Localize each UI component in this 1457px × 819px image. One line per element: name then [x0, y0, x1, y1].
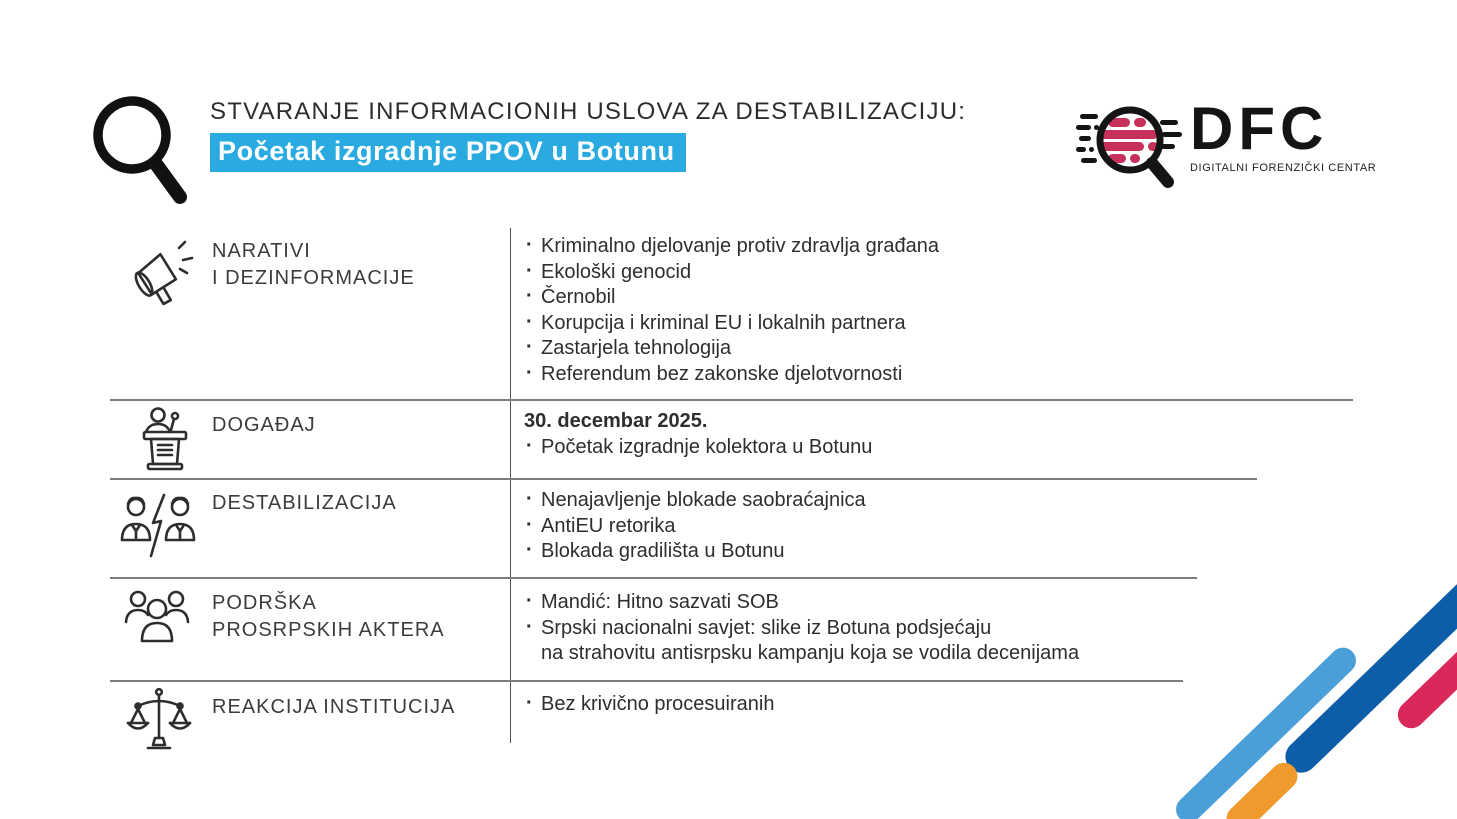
row-label-line: DESTABILIZACIJA: [212, 492, 397, 514]
dfc-acronym: DFC: [1190, 95, 1329, 162]
dfc-caption: DIGITALNI FORENZIČKI CENTAR: [1190, 162, 1377, 174]
list-item: · Nenajavljenje blokade saobraćajnica: [524, 488, 1224, 514]
conflict-icon: [120, 492, 196, 562]
bullet-list: [524, 590, 1224, 667]
row-label-dogadjaj: [212, 412, 316, 439]
dfc-magnifier-icon: [1076, 96, 1184, 196]
row-content-podrska: [524, 590, 1224, 667]
list-item: · Černobil: [524, 285, 1224, 311]
page-title: STVARANJE INFORMACIONIH USLOVA ZA DESTABILIZACIJU:: [210, 98, 967, 125]
dfc-logo: [1076, 96, 1376, 196]
list-item: · Referendum bez zakonske djelotvornosti: [524, 362, 1224, 388]
row-label-line: I DEZINFORMACIJE: [212, 267, 415, 289]
table-row-divider: [110, 478, 1257, 480]
list-item: · AntiEU retorika: [524, 514, 1224, 540]
megaphone-icon: [116, 238, 200, 316]
row-label-destabilizacija: [212, 490, 397, 517]
row-label-line: NARATIVI: [212, 240, 311, 262]
bullet-list: [524, 692, 1224, 718]
row-label-narativi: [212, 238, 415, 292]
table-row-divider: [110, 680, 1183, 682]
list-item: · Bez krivično procesuiranih: [524, 692, 1224, 718]
header: [210, 98, 966, 172]
decor-stripe-darkblue: [1279, 569, 1457, 780]
dfc-logo-text: [1190, 95, 1377, 174]
list-item: · Mandić: Hitno sazvati SOB: [524, 590, 1224, 616]
list-item: · Početak izgradnje kolektora u Botunu: [524, 435, 1224, 461]
page-subtitle: Početak izgradnje PPOV u Botunu: [210, 133, 686, 172]
table-row-divider: [110, 399, 1353, 401]
list-item: · Korupcija i kriminal EU i lokalnih partnera: [524, 311, 1224, 337]
bullet-list: [524, 435, 1224, 461]
row-label-line: PODRŠKA: [212, 592, 317, 614]
list-item: · Kriminalno djelovanje protiv zdravlja građana: [524, 234, 1224, 260]
row-content-destabilizacija: [524, 488, 1224, 565]
row-label-podrska: [212, 590, 445, 644]
row-content-reakcija: [524, 692, 1224, 718]
table-vertical-divider: [510, 228, 511, 743]
bullet-list: [524, 234, 1224, 387]
podium-icon: [138, 404, 192, 474]
bullet-list: [524, 488, 1224, 565]
list-item: · Ekološki genocid: [524, 260, 1224, 286]
row-label-line: PROSRPSKIH AKTERA: [212, 619, 445, 641]
row-label-line: REAKCIJA INSTITUCIJA: [212, 696, 456, 718]
search-icon: [92, 90, 192, 212]
list-item-continuation: na strahovitu antisrpsku kampanju koja se vodila decenijama: [541, 642, 1080, 664]
event-date: 30. decembar 2025.: [524, 410, 708, 432]
group-icon: [122, 588, 192, 654]
row-label-line: DOGAĐAJ: [212, 414, 316, 436]
scales-icon: [126, 686, 192, 756]
list-item: · Srpski nacionalni savjet: slike iz Botuna podsjećaju: [524, 616, 1224, 642]
list-item: · Zastarjela tehnologija: [524, 336, 1224, 362]
table-row-divider: [110, 577, 1197, 579]
list-item: · Blokada gradilišta u Botunu: [524, 539, 1224, 565]
row-content-dogadjaj: [524, 408, 1224, 461]
row-content-narativi: [524, 234, 1224, 387]
row-label-reakcija: [212, 694, 455, 721]
